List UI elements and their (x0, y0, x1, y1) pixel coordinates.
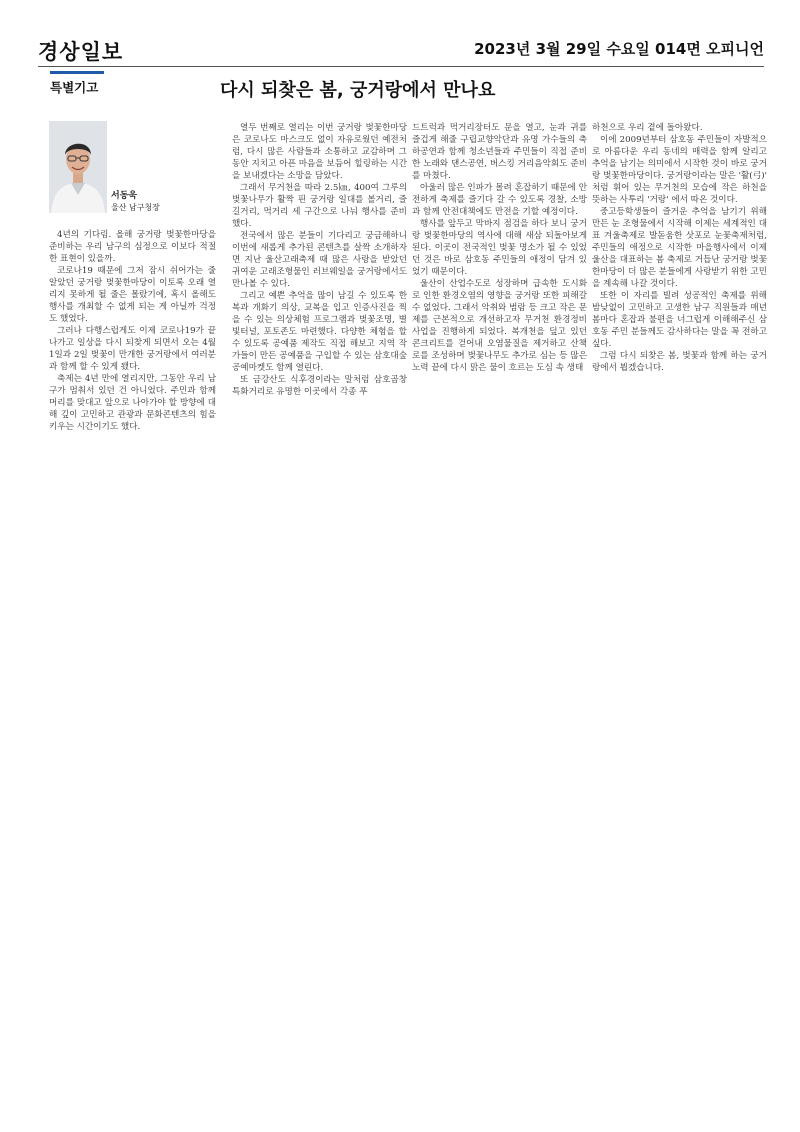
paragraph: 울산이 산업수도로 성장하며 급속한 도시화로 인한 환경오염의 영향을 궁거랑 또한 피해갈 수 없었다. 그래서 악취와 범람 등 크고 작은 문제를 근본적으로 개선하고자 무거천 환경정비사업을 진행하게 되었다. 복개천을 덮고 있던 콘크리트를 걷어내 오염물질을 제거하고 산책로를 조성하며 벚꽃나무도 추가로 심는 등 많은 노력 끝에 다시 맑은 물이 흐르는 도심 속 생태 (412, 279, 587, 373)
paragraph: 드트럭과 먹거리장터도 문을 열고, 눈과 귀를 즐겁게 해줄 구립교향악단과 유명 가수들의 축하공연과 함께 청소년들과 주민들이 직접 준비한 노래와 댄스공연, 버스킹 거리음악회도 준비를 마쳤다. (412, 123, 587, 181)
paragraph: 전국에서 많은 분들이 기다리고 궁금해하니 이번에 새롭게 추가된 콘텐츠를 살짝 소개하자면 지난 울산고래축제 때 많은 사랑을 받았던 귀여운 고래조형물인 러브웨일을 궁거랑에서도 만나볼 수 있다. (232, 231, 407, 289)
paragraph: 아울러 많은 인파가 몰려 혼잡하기 때문에 안전하게 축제를 즐기다 갈 수 있도록 경찰, 소방과 함께 안전대책에도 만전을 기할 예정이다. (412, 183, 587, 217)
paragraph: 그러나 다행스럽게도 이제 코로나19가 끝나가고 일상을 다시 되찾게 되면서 오는 4월1일과 2일 벚꽃이 만개한 궁거랑에서 여러분과 함께 할 수 있게 됐다. (49, 326, 216, 372)
article-column-2 (232, 122, 407, 462)
section-accent-bar (50, 71, 104, 74)
paragraph: 그래서 무거천을 따라 2.5㎞, 400여 그루의 벚꽃나무가 활짝 핀 궁거랑 일대를 볼거리, 즐길거리, 먹거리 세 구간으로 나눠 행사를 준비했다. (232, 183, 407, 229)
author-portrait-icon (49, 121, 107, 213)
author-name: 서동욱 (111, 191, 138, 201)
masthead-divider (38, 66, 764, 67)
newspaper-logo: 경상일보 (38, 40, 124, 64)
dateline: 2023년 3월 29일 수요일 014면 오피니언 (474, 40, 764, 58)
paragraph: 또 금강산도 식후경이라는 말처럼 삼호곱창특화거리로 유명한 이곳에서 각종 푸 (232, 375, 407, 397)
paragraph: 열두 번째로 열리는 이번 궁거랑 벚꽃한마당은 코로나도 마스크도 없이 자유로웠던 예전처럼, 다시 많은 사람들과 소통하고 교감하며 그동안 지치고 아픈 마음을 보듬어 힐링하는 시간을 보내겠다는 소망을 담았다. (232, 123, 407, 181)
author-byline (111, 191, 160, 213)
author-photo (49, 121, 107, 213)
article-column-1 (49, 229, 216, 469)
paragraph: 코로나19 때문에 그저 잠시 쉬어가는 줄 알았던 궁거랑 벚꽃한마당이 이토록 오래 열리지 못하게 될 줄은 몰랐기에, 혹시 올해도 행사를 개최할 수 없게 되는 게 아닐까 걱정도 했었다. (49, 266, 216, 324)
paragraph: 중고등학생들이 즐거운 추억을 남기기 위해 만든 눈 조형물에서 시작해 이제는 세계적인 대표 겨울축제로 발돋움한 삿포로 눈꽃축제처럼, 주민들의 애정으로 시작한 마을행사에서 이제 울산을 대표하는 봄 축제로 거듭난 궁거랑 벚꽃한마당이 더 많은 분들에게 사랑받기 위한 고민을 계속해 나갈 것이다. (592, 207, 767, 289)
article-column-3 (412, 122, 587, 462)
paragraph: 행사를 앞두고 막바지 점검을 하다 보니 궁거랑 벚꽃한마당의 역사에 대해 새삼 되돌아보게 된다. 이곳이 전국적인 벚꽃 명소가 될 수 있었던 것은 바로 삼호동 주민들의 애정이 담겨 있었기 때문이다. (412, 219, 587, 277)
article-headline: 다시 되찾은 봄, 궁거랑에서 만나요 (220, 80, 496, 101)
masthead (38, 34, 764, 64)
paragraph: 하천으로 우리 곁에 돌아왔다. (592, 123, 703, 133)
paragraph: 그럼 다시 되찾은 봄, 벚꽃과 함께 하는 궁거랑에서 뵙겠습니다. (592, 351, 767, 373)
paragraph: 4년의 기다림. 올해 궁거랑 벚꽃한마당을 준비하는 우리 남구의 심정으로 이보다 적절한 표현이 있을까. (49, 230, 216, 264)
paragraph: 그리고 예쁜 추억을 많이 남길 수 있도록 한복과 개화기 의상, 교복을 입고 인증사진을 찍을 수 있는 의상체험 프로그램과 벚꽃조명, 별빛터널, 포토존도 마련했다. 다양한 체험을 할 수 있도록 공예품 제작도 직접 해보고 지역 작가들이 만든 공예품을 구입할 수 있는 삼호대숲공예마켓도 함께 열린다. (232, 291, 407, 373)
author-title: 울산 남구청장 (111, 203, 160, 212)
paragraph: 이에 2009년부터 삼호동 주민들이 자발적으로 아름다운 우리 동네의 매력을 함께 알리고 추억을 남기는 의미에서 시작한 것이 바로 궁거랑 벚꽃한마당이다. 궁거랑이라는 말은 '활(弓)' 처럼 휘어 있는 무거천의 모습에 작은 하천을 뜻하는 사투리 '거랑' 에서 따온 것이다. (592, 135, 767, 205)
section-label: 특별기고 (50, 80, 99, 95)
paragraph: 또한 이 자리를 빌려 성공적인 축제를 위해 밤낮없이 고민하고 고생한 남구 직원들과 매년 봄마다 혼잡과 불편을 너그럽게 이해해주신 삼호동 주민 분들께도 감사하다는 말을 꼭 전하고 싶다. (592, 291, 767, 349)
article-column-4 (592, 122, 767, 442)
paragraph: 축제는 4년 만에 열리지만, 그동안 우리 남구가 멈춰서 있던 건 아니었다. 주민과 함께 머리를 맞대고 앞으로 나아가야 할 방향에 대해 깊이 고민하고 관광과 문화콘텐츠의 힘을 키우는 시간이기도 했다. (49, 374, 216, 432)
